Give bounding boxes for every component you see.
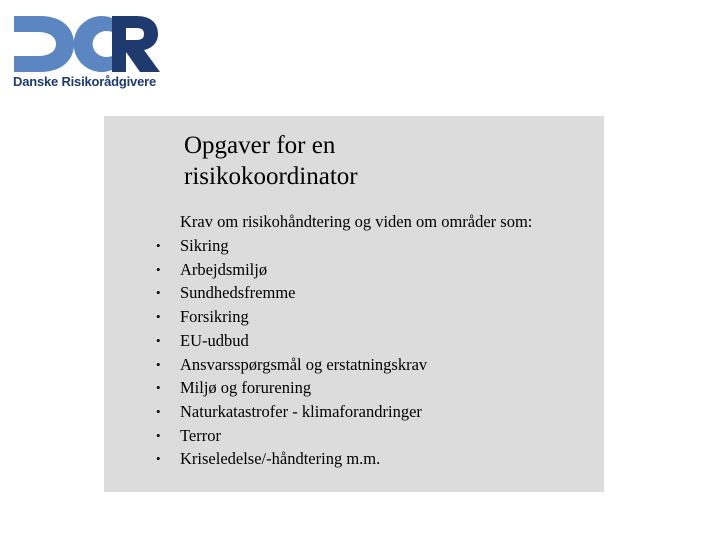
list-item <box>156 329 427 353</box>
bullet-icon: • <box>156 285 161 301</box>
bullet-icon: • <box>156 427 161 443</box>
list-item <box>156 447 427 471</box>
intro-text: Krav om risikohåndtering og viden om områder som: <box>180 212 533 231</box>
logo-text: Danske Risikorådgivere <box>13 74 157 89</box>
bullet-icon: • <box>156 380 161 396</box>
bullet-icon: • <box>156 309 161 325</box>
list-item-label: Ansvarsspørgsmål og erstatningskrav <box>180 354 428 374</box>
list-item-label: Miljø og forurening <box>180 378 312 398</box>
bullet-icon: • <box>156 403 161 419</box>
company-logo <box>12 12 162 92</box>
bullet-icon: • <box>156 332 161 348</box>
list-item <box>156 400 427 424</box>
list-item-label: Sundhedsfremme <box>180 283 296 303</box>
list-item <box>156 258 427 282</box>
content-panel <box>104 116 604 492</box>
bullet-icon: • <box>156 261 161 277</box>
title-line-2: risikokoordinator <box>184 163 358 190</box>
list-item <box>156 234 427 258</box>
list-item <box>156 424 427 448</box>
list-item-label: Arbejdsmiljø <box>180 259 268 279</box>
list-item-label: Terror <box>180 425 221 445</box>
bullet-icon: • <box>156 451 161 467</box>
bullet-icon: • <box>156 238 161 253</box>
list-item <box>156 305 427 329</box>
list-item-label: Forsikring <box>180 307 249 327</box>
list-item <box>156 281 427 305</box>
bullet-icon: • <box>156 356 161 372</box>
title-line-1: Opgaver for en <box>184 132 336 159</box>
list-item <box>156 376 427 400</box>
list-item <box>156 353 427 377</box>
dcr-logo-mark <box>12 12 162 72</box>
bullet-list <box>156 234 427 471</box>
list-item-label: Sikring <box>180 236 229 255</box>
list-item-label: Naturkatastrofer - klimaforandringer <box>180 401 422 421</box>
slide-title <box>184 130 358 192</box>
list-item-label: Kriseledelse/-håndtering m.m. <box>180 449 381 469</box>
list-item-label: EU-udbud <box>180 330 249 350</box>
